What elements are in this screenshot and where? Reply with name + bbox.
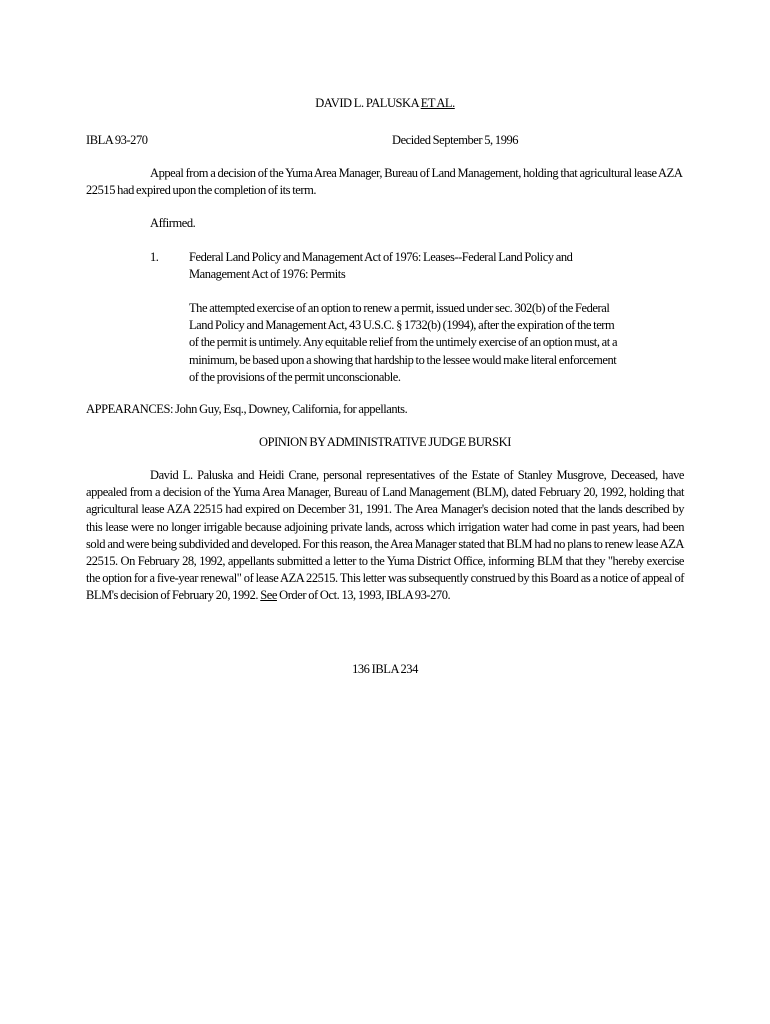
disposition: Affirmed.: [150, 216, 196, 230]
headnote-topic: Federal Land Policy and Management Act of 1976: Leases--Federal Land Policy and Management Act of 1976: Permits: [189, 250, 573, 282]
page-number: 136 IBLA 234: [352, 662, 418, 676]
docket-number: IBLA 93-270: [86, 133, 148, 147]
headnote-text: The attempted exercise of an option to renew a permit, issued under sec. 302(b) of the Federal Land Policy and Management Act, 43 U.S.C. § 1732(b) (1994), after the expiration of the term of the permit is untimely. Any equitable relief from the untimely exercise of an option must, at a minimum, be based upon a showing that hardship to the lessee would make literal enforcement of the provisions of the permit unconscionable.: [189, 301, 618, 384]
opinion-author-heading: OPINION BY ADMINISTRATIVE JUDGE BURSKI: [259, 435, 511, 449]
appearances: APPEARANCES: John Guy, Esq., Downey, California, for appellants.: [86, 402, 408, 416]
case-title: [0, 95, 770, 112]
opinion-text-citation: Order of Oct. 13, 1993, IBLA 93-270.: [276, 588, 451, 603]
case-title-name: DAVID L. PALUSKA: [315, 96, 419, 110]
opinion-paragraph: [86, 467, 684, 605]
case-title-etal: ET AL.: [420, 96, 455, 110]
citation-signal-see: See: [260, 588, 277, 603]
case-summary: Appeal from a decision of the Yuma Area Manager, Bureau of Land Management, holding that agricultural lease AZA 22515 had expired upon the completion of its term.: [86, 166, 682, 198]
headnote-number: 1.: [150, 250, 159, 264]
opinion-text: David L. Paluska and Heidi Crane, personal representatives of the Estate of Stanley Musgrove, Deceased, have appealed from a decision of the Yuma Area Manager, Bureau of Land Management (BLM), dated February 20, 1992, holding that agricultural lease AZA 22515 had expired on December 31, 1991. The Area Manager's decision noted that the lands described by this lease were no longer irrigable because adjoining private lands, across which irrigation water had come in past years, had been sold and were being subdivided and developed. For this reason, the Area Manager stated that BLM had no plans to renew lease AZA 22515. On February 28, 1992, appellants submitted a letter to the Yuma District Office, informing BLM that they "hereby exercise the option for a five-year renewal" of lease AZA 22515. This letter was subsequently construed by this Board as a notice of appeal of BLM's decision of February 20, 1992.: [86, 468, 684, 603]
decision-date: Decided September 5, 1996: [392, 133, 519, 147]
